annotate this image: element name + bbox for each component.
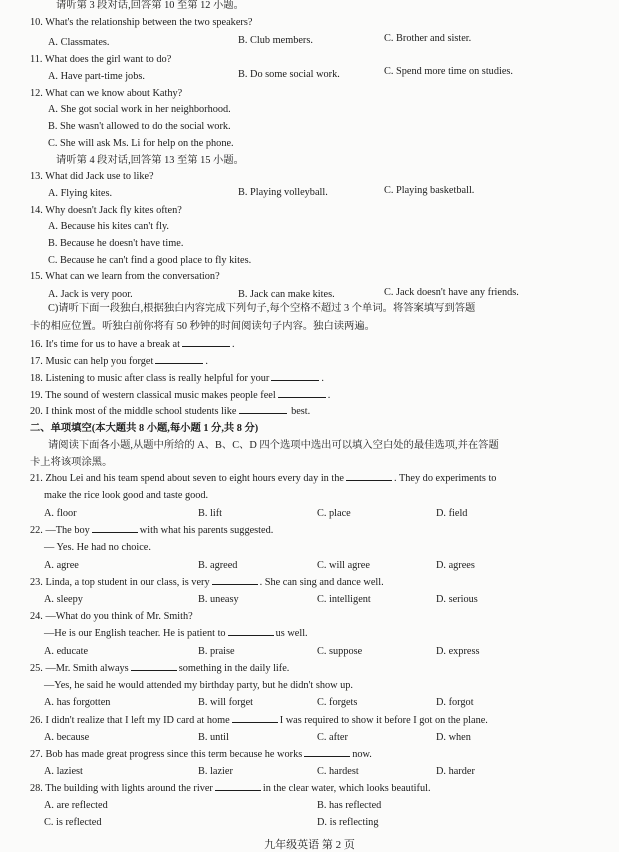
q14-option-b: B. Because he doesn't have time. xyxy=(48,238,184,249)
q14-stem: 14. Why doesn't Jack fly kites often? xyxy=(30,205,182,216)
q13-option-a: A. Flying kites. xyxy=(48,188,113,199)
q25-stem-line2: —Yes, he said he would attended my birthday party, but he didn't show up. xyxy=(44,680,354,691)
q10-stem: 10. What's the relationship between the two speakers? xyxy=(30,17,253,28)
q26-option-d: D. when xyxy=(436,732,471,743)
answer-blank xyxy=(346,471,392,481)
q23-option-a: A. sleepy xyxy=(44,594,83,605)
q23-option-c: C. intelligent xyxy=(317,594,371,605)
q12-option-c: C. She will ask Ms. Li for help on the phone. xyxy=(48,138,234,149)
q24-option-b: B. praise xyxy=(198,646,235,657)
q11-option-c: C. Spend more time on studies. xyxy=(384,66,513,77)
answer-blank xyxy=(232,713,278,723)
q26-option-a: A. because xyxy=(44,732,90,743)
q18-item: 18. Listening to music after class is really helpful for your . xyxy=(30,373,324,384)
q26-option-c: C. after xyxy=(317,732,348,743)
answer-blank xyxy=(131,661,177,671)
q28-option-b: B. has reflected xyxy=(317,800,382,811)
q22-option-c: C. will agree xyxy=(317,560,370,571)
q27-option-a: A. laziest xyxy=(44,766,83,777)
q25-option-a: A. has forgotten xyxy=(44,697,111,708)
answer-blank xyxy=(155,354,203,364)
q22-option-d: D. agrees xyxy=(436,560,475,571)
q24-stem-line2: —He is our English teacher. He is patient to us well. xyxy=(44,628,308,639)
q13-stem: 13. What did Jack use to like? xyxy=(30,171,154,182)
q27-option-b: B. lazier xyxy=(198,766,233,777)
q12-option-a: A. She got social work in her neighborhood. xyxy=(48,104,231,115)
q22-option-b: B. agreed xyxy=(198,560,238,571)
q22-option-a: A. agree xyxy=(44,560,79,571)
q20-item: 20. I think most of the middle school students like best. xyxy=(30,406,311,417)
q27-stem: 27. Bob has made great progress since this term because he works now. xyxy=(30,749,372,760)
answer-blank xyxy=(239,404,287,414)
q22-stem: 22. —The boy with what his parents suggested. xyxy=(30,525,274,536)
dialog3-instruction: 请听第 3 段对话,回答第 10 至第 12 小题。 xyxy=(56,0,244,11)
answer-blank xyxy=(212,575,258,585)
answer-blank xyxy=(215,781,261,791)
q21-stem: 21. Zhou Lei and his team spend about seven to eight hours every day in the . They do experiments to xyxy=(30,473,497,484)
section2-instruction-line2: 卡上将该项涂黑。 xyxy=(30,457,113,468)
q13-option-b: B. Playing volleyball. xyxy=(238,187,328,198)
q15-stem: 15. What can we learn from the conversation? xyxy=(30,271,220,282)
q28-option-d: D. is reflecting xyxy=(317,817,379,828)
q11-option-a: A. Have part-time jobs. xyxy=(48,71,145,82)
q14-option-c: C. Because he can't find a good place to fly kites. xyxy=(48,255,252,266)
partc-instruction-line1: C)请听下面一段独白,根据独白内容完成下列句子,每个空格不超过 3 个单词。将答案填写到答题 xyxy=(48,303,476,314)
q11-stem: 11. What does the girl want to do? xyxy=(30,54,172,65)
q28-option-a: A. are reflected xyxy=(44,800,108,811)
q19-item: 19. The sound of western classical music makes people feel . xyxy=(30,390,331,401)
q12-stem: 12. What can we know about Kathy? xyxy=(30,88,183,99)
q24-option-d: D. express xyxy=(436,646,480,657)
q25-option-b: B. will forget xyxy=(198,697,254,708)
q21-option-c: C. place xyxy=(317,508,351,519)
answer-blank xyxy=(304,747,350,757)
q24-option-c: C. suppose xyxy=(317,646,363,657)
q15-option-a: A. Jack is very poor. xyxy=(48,289,133,300)
q26-stem: 26. I didn't realize that I left my ID card at home I was required to show it before I got on the plane. xyxy=(30,715,488,726)
answer-blank xyxy=(271,371,319,381)
section2-instruction-line1: 请阅读下面各小题,从题中所给的 A、B、C、D 四个选项中选出可以填入空白处的最佳选项,并在答题 xyxy=(48,440,499,451)
answer-blank xyxy=(228,626,274,636)
q25-option-d: D. forgot xyxy=(436,697,474,708)
q14-option-a: A. Because his kites can't fly. xyxy=(48,221,169,232)
q21-option-d: D. field xyxy=(436,508,468,519)
section2-heading: 二、单项填空(本大题共 8 小题,每小题 1 分,共 8 分) xyxy=(30,423,259,434)
dialog4-instruction: 请听第 4 段对话,回答第 13 至第 15 小题。 xyxy=(56,155,244,166)
q21-option-a: A. floor xyxy=(44,508,77,519)
q23-option-b: B. uneasy xyxy=(198,594,239,605)
q10-option-a: A. Classmates. xyxy=(48,37,110,48)
q21-option-b: B. lift xyxy=(198,508,223,519)
q23-option-d: D. serious xyxy=(436,594,478,605)
partc-instruction-line2: 卡的相应位置。听独白前你将有 50 秒钟的时间阅读句子内容。独白读两遍。 xyxy=(30,321,375,332)
q15-option-b: B. Jack can make kites. xyxy=(238,289,335,300)
q13-option-c: C. Playing basketball. xyxy=(384,185,475,196)
answer-blank xyxy=(278,388,326,398)
q24-option-a: A. educate xyxy=(44,646,89,657)
q28-stem: 28. The building with lights around the river in the clear water, which looks beautiful. xyxy=(30,783,431,794)
q27-option-c: C. hardest xyxy=(317,766,359,777)
answer-blank xyxy=(182,337,230,347)
q26-option-b: B. until xyxy=(198,732,229,743)
q12-option-b: B. She wasn't allowed to do the social work. xyxy=(48,121,231,132)
q22-stem-line2: — Yes. He had no choice. xyxy=(44,542,151,553)
q27-option-d: D. harder xyxy=(436,766,475,777)
q15-option-c: C. Jack doesn't have any friends. xyxy=(384,287,519,298)
q25-stem: 25. —Mr. Smith always something in the daily life. xyxy=(30,663,290,674)
q16-item: 16. It's time for us to have a break at . xyxy=(30,339,235,350)
q17-item: 17. Music can help you forget . xyxy=(30,356,208,367)
q21-stem-line2: make the rice look good and taste good. xyxy=(44,490,209,501)
page-footer: 九年级英语 第 2 页 xyxy=(264,839,355,851)
q25-option-c: C. forgets xyxy=(317,697,358,708)
q28-option-c: C. is reflected xyxy=(44,817,102,828)
q24-stem: 24. —What do you think of Mr. Smith? xyxy=(30,611,193,622)
answer-blank xyxy=(92,523,138,533)
q10-option-c: C. Brother and sister. xyxy=(384,33,472,44)
q11-option-b: B. Do some social work. xyxy=(238,69,340,80)
q23-stem: 23. Linda, a top student in our class, is very . She can sing and dance well. xyxy=(30,577,384,588)
q10-option-b: B. Club members. xyxy=(238,35,313,46)
